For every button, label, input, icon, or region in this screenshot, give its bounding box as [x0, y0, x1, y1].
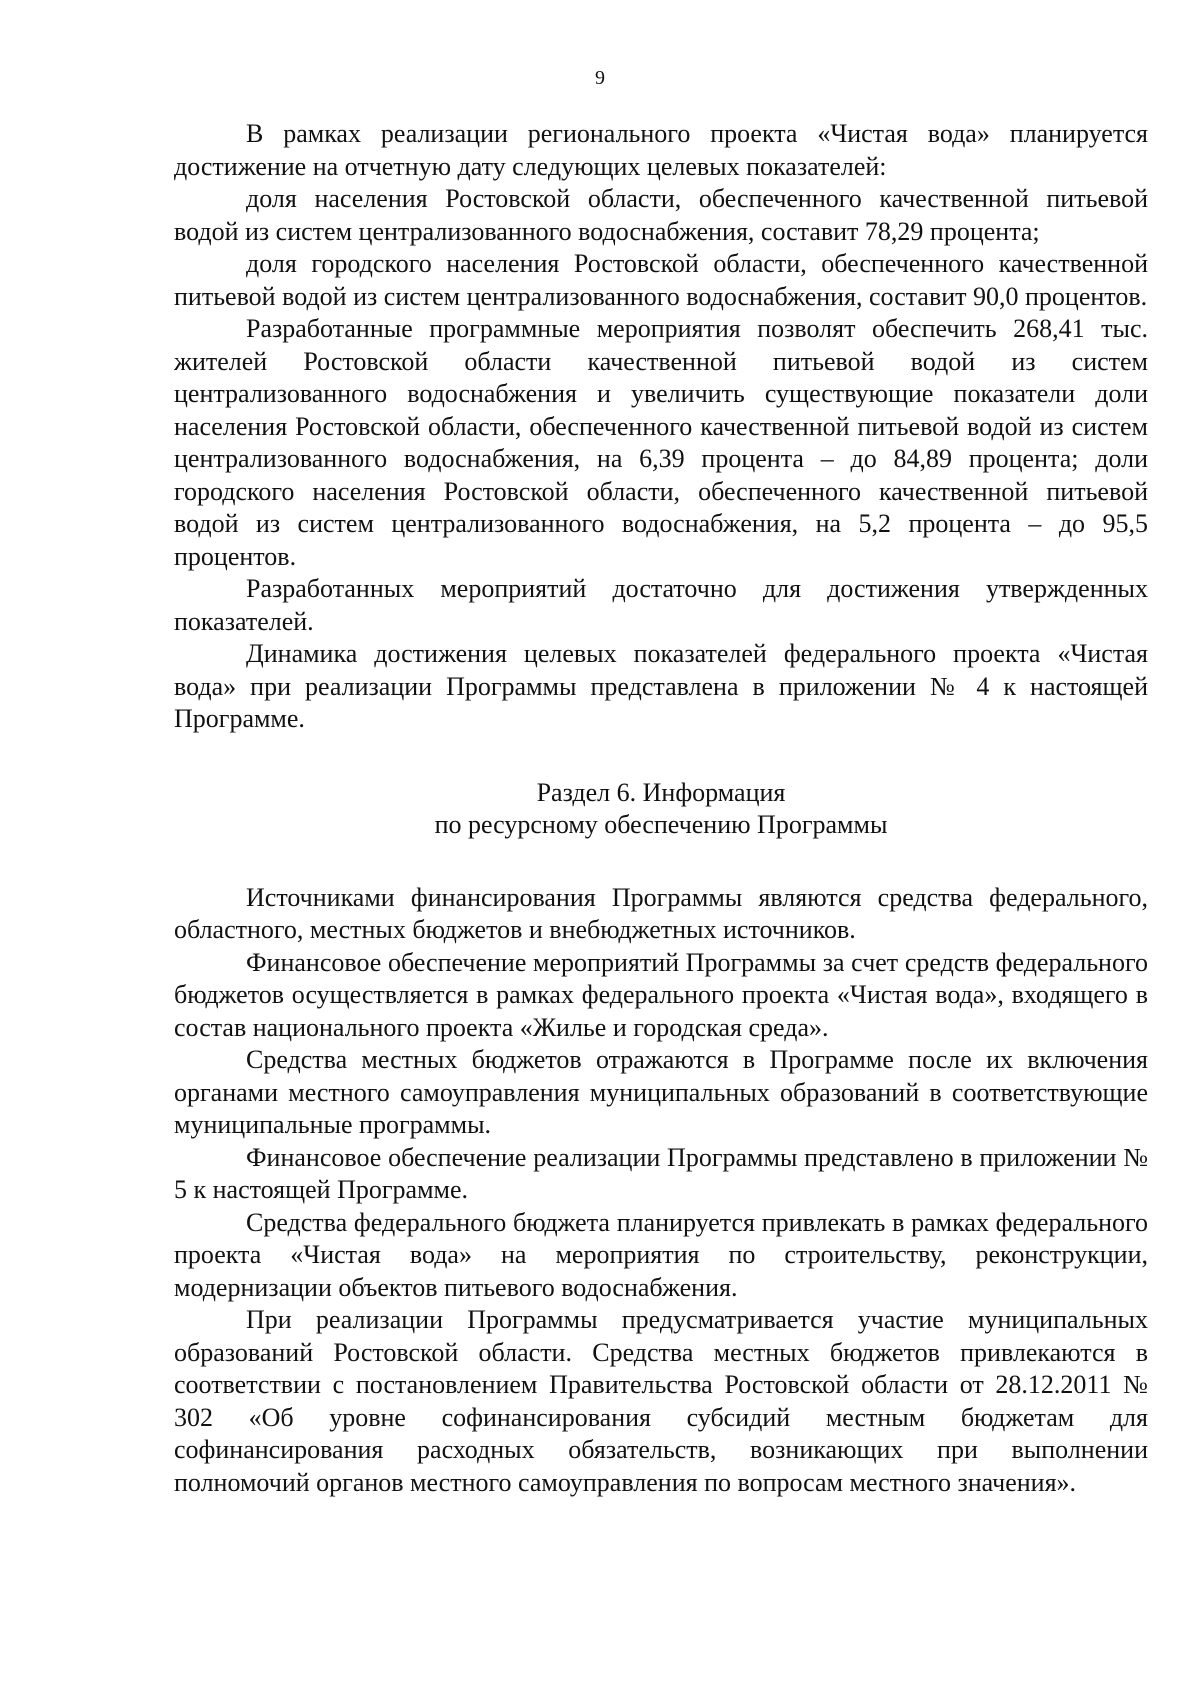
paragraph-program-measures: Разработанные программные мероприятия позволят обеспечить 268,41 тыс. жителей Ростовской области качественной питьевой водой из систем централизованного водоснабжения и увеличить существующие показатели доли населения Ростовской области, обеспеченного качественной питьевой водой из систем централизованного водоснабжения, на 6,39 процента – до 84,89 процента; доли городского населения Ростовской области, обеспеченного качественной питьевой водой из систем централизованного водоснабжения, на 5,2 процента – до 95,5 процентов.	[174, 314, 1148, 571]
paragraph-dynamics-appendix: Динамика достижения целевых показателей федерального проекта «Чистая вода» при реализации Программы представлена в приложении № 4 к настоящей Программе.	[174, 639, 1148, 733]
paragraph-funding-sources: Источниками финансирования Программы являются средства федерального, областного, местных бюджетов и внебюджетных источников.	[174, 882, 1148, 944]
paragraph-federal-budget-use: Средства федерального бюджета планируется привлекать в рамках федерального проекта «Чистая вода» на мероприятия по строительству, реконструкции, модернизации объектов питьевого водоснабжения.	[174, 1207, 1148, 1302]
document-body	[174, 118, 1148, 1499]
section-heading-line-2: по ресурсному обеспечению Программы	[434, 810, 888, 839]
section-heading-line-1: Раздел 6. Информация	[536, 777, 786, 807]
paragraph-local-budgets: Средства местных бюджетов отражаются в Программе после их включения органами местного самоуправления муниципальных образований в соответствующие муниципальные программы.	[174, 1045, 1148, 1139]
section-heading	[174, 777, 1148, 842]
paragraph-measures-sufficient: Разработанных мероприятий достаточно для достижения утвержденных показателей.	[174, 574, 1148, 636]
paragraph-municipal-participation: При реализации Программы предусматривается участие муниципальных образований Ростовской области. Средства местных бюджетов привлекаются в соответствии с постановлением Правительства Ростовской области от 28.12.2011 № 302 «Об уровне софинансирования субсидий местным бюджетам для софинансирования расходных обязательств, возникающих при выполнении полномочий органов местного самоуправления по вопросам местного значения».	[174, 1305, 1148, 1497]
paragraph-federal-funding: Финансовое обеспечение мероприятий Программы за счет средств федерального бюджетов осуществляется в рамках федерального проекта «Чистая вода», входящего в состав национального проекта «Жилье и городская среда».	[174, 947, 1148, 1042]
paragraph-goal-urban-population: доля городского населения Ростовской области, обеспеченного качественной питьевой водой из систем централизованного водоснабжения, составит 90,0 процентов.	[174, 249, 1148, 311]
paragraph-goals-intro: В рамках реализации регионального проекта «Чистая вода» планируется достижение на отчетную дату следующих целевых показателей:	[174, 119, 1148, 181]
paragraph-goal-population: доля населения Ростовской области, обеспеченного качественной питьевой водой из систем централизованного водоснабжения, составит 78,29 процента;	[174, 184, 1148, 246]
page-number: 9	[595, 67, 605, 89]
paragraph-financial-appendix: Финансовое обеспечение реализации Программы представлено в приложении № 5 к настоящей Программе.	[174, 1142, 1148, 1204]
